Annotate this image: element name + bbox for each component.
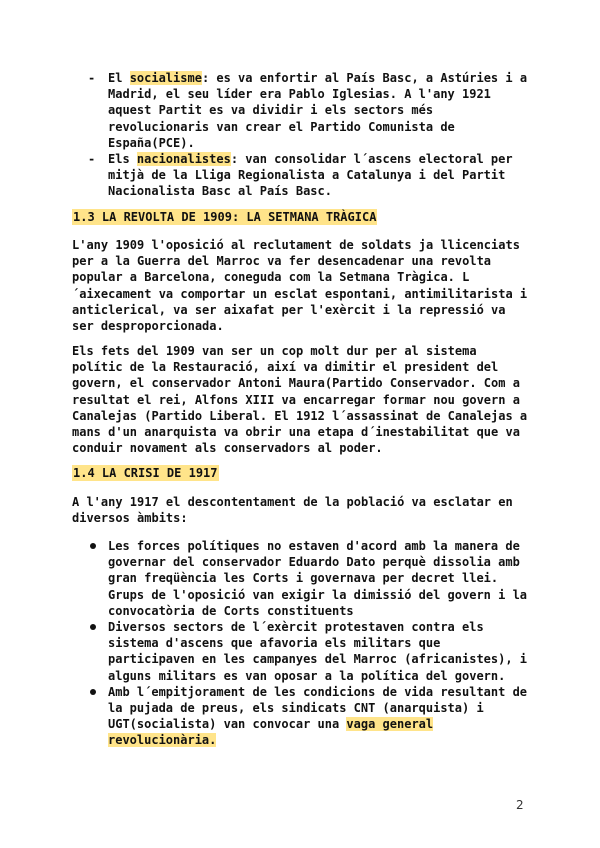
list-item: - El socialisme: es va enfortir al País Basc, a Astúries i a Madrid, el seu líder era Pablo Iglesias. A l'any 1921 aquest Partit es va dividir i els sectors més revolucionaris van crear el Partido Comunista de España(PCE). [88, 71, 528, 150]
highlighted-term: socialisme [129, 71, 202, 85]
list-item: Diversos sectors de l´exèrcit protestaven contra els sistema d'ascens que afavoria els militars que participaven en les campanyes del Marroc (africanistes), i alguns militars es van oposar a la política del govern. [90, 619, 530, 684]
highlighted-term: nacionalistes [136, 152, 231, 167]
highlighted-term: vaga general revolucionària. [108, 717, 434, 748]
paragraph: Els fets del 1909 van ser un cop molt dur per al sistema polític de la Restauració, així va dimitir el president del govern, el conservador Antoni Maura(Partido Conservador. Com a resultat el rei, Alfons XIII va encarregar formar nou govern a Canalejas (Partido Liberal. El 1912 l´assassinat de Canalejas a mans d'un anarquista va obrir una etapa d´inestabilitat que va conduir novament als conservadors al poder. [72, 344, 528, 456]
list-item: - Els nacionalistes: van consolidar l´ascens electoral per mitjà de la Lliga Regionalista a Catalunya i del Partit Nacionalista Basc al País Basc. [88, 152, 513, 199]
paragraph: L'any 1909 l'oposició al reclutament de soldats ja llicenciats per a la Guerra del Marroc va fer desencadenar una revolta popular a Barcelona, coneguda com la Setmana Tràgica. L´aixecament va comportar un esclat espontani, antimilitarista i anticlerical, va ser aixafat per l'exèrcit i la repressió va ser desproporcionada. [72, 238, 528, 334]
bullet-dot-icon [90, 689, 96, 695]
list-item: Amb l´empitjorament de les condicions de vida resultant de la pujada de preus, els sindicats CNT (anarquista) i UGT(socialista) van convocar una vaga general revolucionària. [90, 684, 530, 749]
bullet-dot-icon [90, 624, 96, 630]
section-heading-1-4: 1.4 LA CRISI DE 1917 [73, 466, 218, 480]
dash-marker: - [88, 71, 96, 85]
page-number: 2 [516, 798, 524, 812]
intro-dash-list [88, 70, 528, 200]
bullet-dot-icon [90, 543, 96, 549]
bullet-list [90, 538, 530, 749]
dash-marker: - [88, 152, 96, 167]
paragraph: A l'any 1917 el descontentament de la població va esclatar en diversos àmbits: [72, 495, 513, 526]
section-heading-1-3: 1.3 LA REVOLTA DE 1909: LA SETMANA TRÀGICA [73, 210, 377, 224]
list-item: Les forces polítiques no estaven d'acord amb la manera de governar del conservador Eduardo Dato perquè dissolia amb gran freqüència les Corts i governava per decret llei. Grups de l'oposició van exigir la dimissió del govern i la convocatòria de Corts constituents [90, 538, 530, 619]
